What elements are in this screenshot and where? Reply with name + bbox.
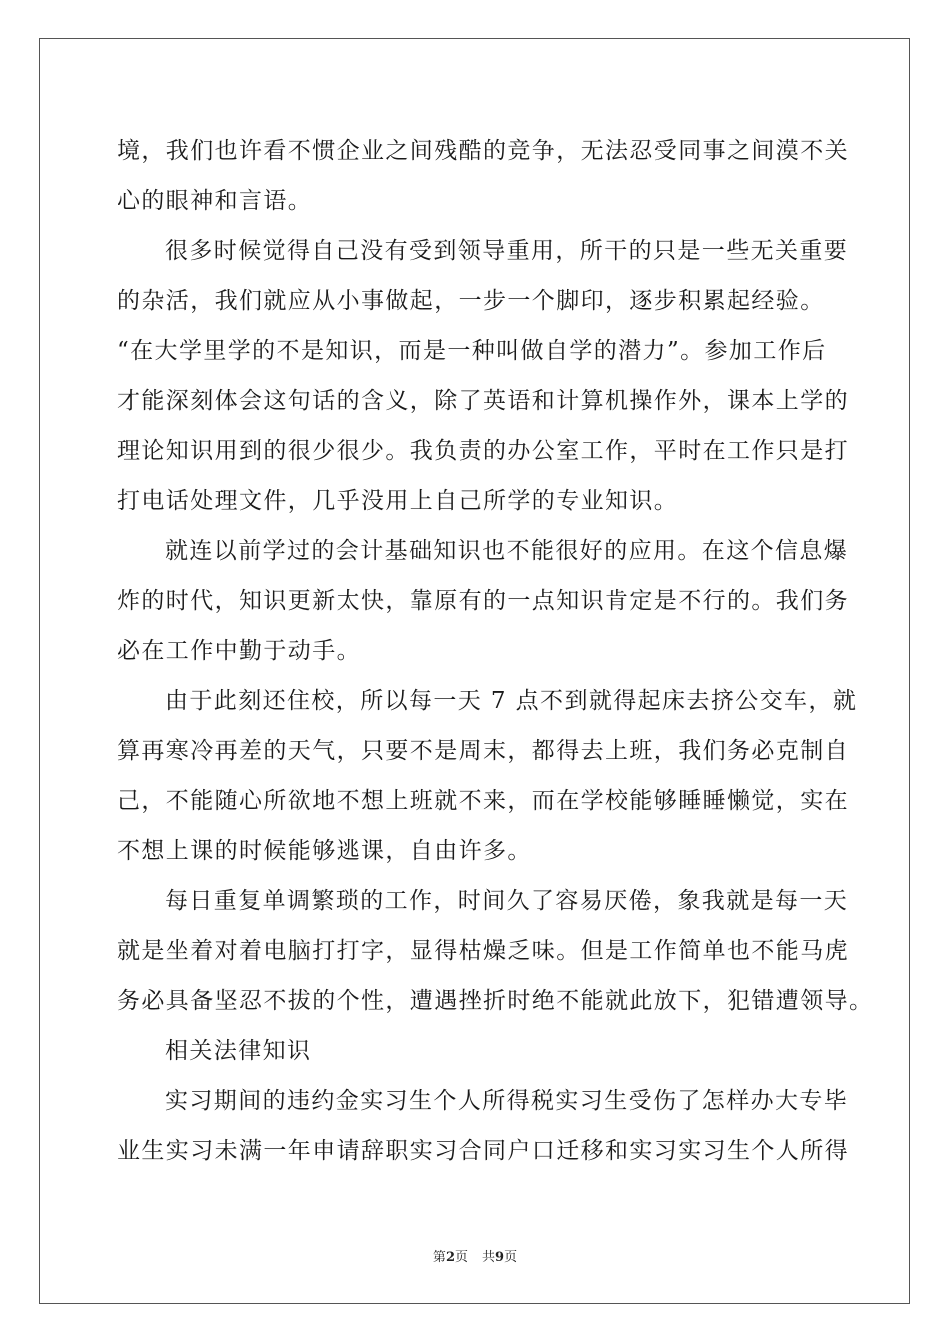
text-line: 就连以前学过的会计基础知识也不能很好的应用。在这个信息爆 <box>165 538 849 564</box>
text-line: 的杂活，我们就应从小事做起，一步一个脚印，逐步积累起经验。 <box>117 288 825 314</box>
text-line: 由于此刻还住校，所以每一天 7 点不到就得起床去挤公交车，就 <box>165 688 858 714</box>
text-line: 理论知识用到的很少很少。我负责的办公室工作，平时在工作只是打 <box>117 438 849 464</box>
text-line: 心的眼神和言语。 <box>117 188 313 214</box>
total-pages: 9 <box>495 1250 505 1265</box>
paragraph <box>117 676 858 876</box>
document-body <box>117 126 874 1176</box>
text-line: 己，不能随心所欲地不想上班就不来，而在学校能够睡睡懒觉，实在 <box>117 788 849 814</box>
text-line: 相关法律知识 <box>165 1038 312 1064</box>
paragraph <box>117 226 849 526</box>
text-line: 不想上课的时候能够逃课，自由许多。 <box>117 838 532 864</box>
page-suffix: 页 <box>454 1250 468 1265</box>
text-line: 每日重复单调繁琐的工作，时间久了容易厌倦，象我就是每一天 <box>165 888 849 914</box>
text-line: “在大学里学的不是知识，而是一种叫做自学的潜力”。参加工作后 <box>117 338 827 364</box>
text-line: 算再寒冷再差的天气，只要不是周末，都得去上班，我们务必克制自 <box>117 738 849 764</box>
text-line: 实习期间的违约金实习生个人所得税实习生受伤了怎样办大专毕 <box>165 1088 849 1114</box>
text-line: 才能深刻体会这句话的含义，除了英语和计算机操作外，课本上学的 <box>117 388 849 414</box>
total-suffix: 页 <box>504 1250 518 1265</box>
text-line: 打电话处理文件，几乎没用上自己所学的专业知识。 <box>117 488 679 514</box>
paragraph <box>117 126 849 226</box>
paragraph <box>117 1026 837 1076</box>
text-line: 炸的时代，知识更新太快，靠原有的一点知识肯定是不行的。我们务 <box>117 588 849 614</box>
paragraph <box>117 876 874 1026</box>
text-line: 很多时候觉得自己没有受到领导重用，所干的只是一些无关重要 <box>165 238 849 264</box>
page-footer <box>0 1246 950 1265</box>
text-line: 业生实习未满一年申请辞职实习合同户口迁移和实习实习生个人所得 <box>117 1138 849 1164</box>
text-line: 境，我们也许看不惯企业之间残酷的竞争，无法忍受同事之间漠不关 <box>117 138 849 164</box>
paragraph <box>117 1076 849 1176</box>
paragraph <box>117 526 849 676</box>
text-line: 必在工作中勤于动手。 <box>117 638 361 664</box>
page-number: 2 <box>445 1250 455 1265</box>
text-line: 就是坐着对着电脑打打字，显得枯燥乏味。但是工作简单也不能马虎 <box>117 938 849 964</box>
page-prefix: 第 <box>432 1250 446 1265</box>
text-line: 务必具备坚忍不拔的个性，遭遇挫折时绝不能就此放下，犯错遭领导。 <box>117 988 874 1014</box>
total-prefix: 共 <box>482 1250 496 1265</box>
